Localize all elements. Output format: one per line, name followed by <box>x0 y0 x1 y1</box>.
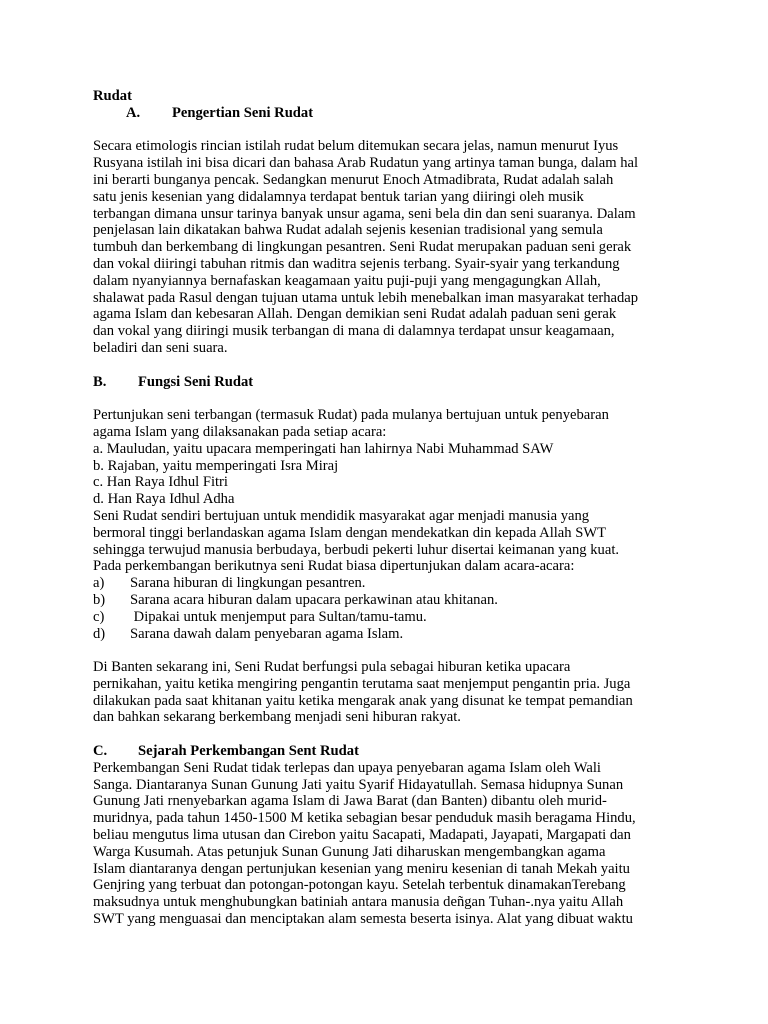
text-line: pernikahan, yaitu ketika mengiring pengantin terutama saat menjemput pengantin pria. Juga <box>93 675 631 692</box>
text-line: agama Islam dan kebesaran Allah. Dengan demikian seni Rudat adalah paduan seni gerak <box>93 306 617 323</box>
text-line: Pertunjukan seni terbangan (termasuk Rudat) pada mulanya bertujuan untuk penyebaran <box>93 407 609 424</box>
text-line: Rusyana istilah ini bisa dicari dan bahasa Arab Rudatun yang artinya taman bunga, dalam hal <box>93 155 639 172</box>
text-line: maksudnya untuk menghubungkan batiniah antara manusia deñgan Tuhan-.nya yaitu Allah <box>93 894 624 911</box>
spacer <box>93 122 683 139</box>
section-b-closing <box>93 659 683 726</box>
section-b-heading <box>93 374 683 391</box>
text-line: dalam nyanyiannya bernafaskan keagamaan yaitu puji-puji yang mengagungkan Allah, <box>93 272 601 289</box>
spacer <box>93 357 683 374</box>
list-item: d. Han Raya Idhul Adha <box>93 491 235 508</box>
list-item <box>93 626 683 643</box>
text-line: penjelasan lain dikatakan bahwa Rudat adalah sejenis kesenian tradisional yang semula <box>93 222 603 239</box>
text-line: Islam diantaranya dengan pertunjukan kesenian yang meniru kesenian di tanah Mekah yaitu <box>93 860 630 877</box>
list-item-text: Sarana hiburan di lingkungan pesantren. <box>130 575 366 592</box>
text-line: Perkembangan Seni Rudat tidak terlepas dan upaya penyebaran agama Islam oleh Wali <box>93 759 601 776</box>
text-line: Sanga. Diantaranya Sunan Gunung Jati yaitu Syarif Hidayatullah. Semasa hidupnya Sunan <box>93 776 624 793</box>
list-item <box>93 575 683 592</box>
list-marker: d) <box>93 625 106 642</box>
section-b-label: B. <box>93 373 107 390</box>
text-line: dan bahkan sekarang berkembang menjadi seni hiburan rakyat. <box>93 709 461 726</box>
text-line: SWT yang menguasai dan menciptakan alam semesta beserta isinya. Alat yang dibuat waktu <box>93 911 633 928</box>
list-marker: c) <box>93 608 105 625</box>
text-line: satu jenis kesenian yang didalamnya terdapat bentuk tarian yang diiringi oleh musik <box>93 188 584 205</box>
text-line: sehingga terwujud manusia berbudaya, berbudi pekerti luhur disertai keimanan yang kuat. <box>93 541 620 558</box>
text-line: dan vokal yang diiringi musik terbangan di mana di dalamnya terdapat unsur keagamaan, <box>93 323 615 340</box>
spacer <box>93 390 683 407</box>
document-body <box>93 88 683 928</box>
text-line: beladiri dan seni suara. <box>93 339 228 356</box>
list-item: c. Han Raya Idhul Fitri <box>93 474 228 491</box>
spacer <box>93 642 683 659</box>
list-item <box>93 609 683 626</box>
text-line: Genjring yang terbuat dan potongan-potongan kayu. Setelah terbentuk dinamakanTerebang <box>93 877 626 894</box>
document-title: Rudat <box>93 88 132 104</box>
text-line: Secara etimologis rincian istilah rudat belum ditemukan secara jelas, namun menurut Iyus <box>93 138 619 155</box>
section-a-label: A. <box>126 104 141 121</box>
section-a-paragraph <box>93 138 683 356</box>
occasion-list <box>93 575 683 642</box>
text-line: beliau mengutus lima utusan dan Cirebon yaitu Sacapati, Madapati, Jayapati, Margapati dan <box>93 827 631 844</box>
text-line: ini berarti bunganya pencak. Sedangkan menurut Enoch Atmadibrata, Rudat adalah salah <box>93 171 614 188</box>
text-line: muridnya, pada tahun 1450-1500 M ketika sebagian besar penduduk masih beragama Hindu, <box>93 810 636 827</box>
list-item-text: Sarana dawah dalam penyebaran agama Islam. <box>130 625 404 642</box>
text-line: Seni Rudat sendiri bertujuan untuk mendidik masyarakat agar menjadi manusia yang <box>93 507 590 524</box>
text-line: terbangan dimana unsur tarinya banyak unsur agama, seni bela din dan seni suaranya. Dalam <box>93 205 636 222</box>
list-item: b. Rajaban, yaitu memperingati Isra Miraj <box>93 457 339 474</box>
text-line: shalawat pada Rasul dengan tujuan utama untuk lebih menebalkan iman masyarakat terhadap <box>93 289 639 306</box>
list-item <box>93 592 683 609</box>
section-a-heading <box>93 105 683 122</box>
text-line: dan vokal diiringi tabuhan ritmis dan waditra sejenis terbang. Syair-syair yang terkandung <box>93 255 620 272</box>
text-line: Di Banten sekarang ini, Seni Rudat berfungsi pula sebagai hiburan ketika upacara <box>93 659 571 676</box>
section-c-heading <box>93 743 683 760</box>
text-line: bermoral tinggi berlandaskan agama Islam dengan mendekatkan din kepada Allah SWT <box>93 524 607 541</box>
list-item-text: Dipakai untuk menjemput para Sultan/tamu-tamu. <box>130 608 427 625</box>
text-line: agama Islam yang dilaksanakan pada setiap acara: <box>93 423 387 440</box>
list-marker: a) <box>93 575 105 592</box>
text-line: dilakukan pada saat khitanan yaitu ketika mengarak anak yang disunat ke tempat pemandian <box>93 692 633 709</box>
text-line: Pada perkembangan berikutnya seni Rudat biasa dipertunjukan dalam acara-acara: <box>93 558 575 575</box>
section-c-title: Sejarah Perkembangan Sent Rudat <box>138 743 359 760</box>
section-a-title: Pengertian Seni Rudat <box>172 104 314 121</box>
spacer <box>93 726 683 743</box>
section-c-label: C. <box>93 743 108 760</box>
list-item: a. Mauludan, yaitu upacara memperingati han lahirnya Nabi Muhammad SAW <box>93 440 554 457</box>
text-line: tumbuh dan berkembang di lingkungan pesantren. Seni Rudat merupakan paduan seni gerak <box>93 239 632 256</box>
text-line: Warga Kusumah. Atas petunjuk Sunan Gunung Jati diharuskan mengembangkan agama <box>93 843 606 860</box>
list-item-text: Sarana acara hiburan dalam upacara perkawinan atau khitanan. <box>130 591 498 608</box>
event-list <box>93 441 683 508</box>
section-b-middle <box>93 508 683 575</box>
section-b-title: Fungsi Seni Rudat <box>138 373 254 390</box>
section-c-paragraph <box>93 760 683 928</box>
section-b-intro <box>93 407 683 441</box>
text-line: Gunung Jati rnenyebarkan agama Islam di Jawa Barat (dan Banten) dibantu oleh murid- <box>93 793 607 810</box>
list-marker: b) <box>93 591 106 608</box>
